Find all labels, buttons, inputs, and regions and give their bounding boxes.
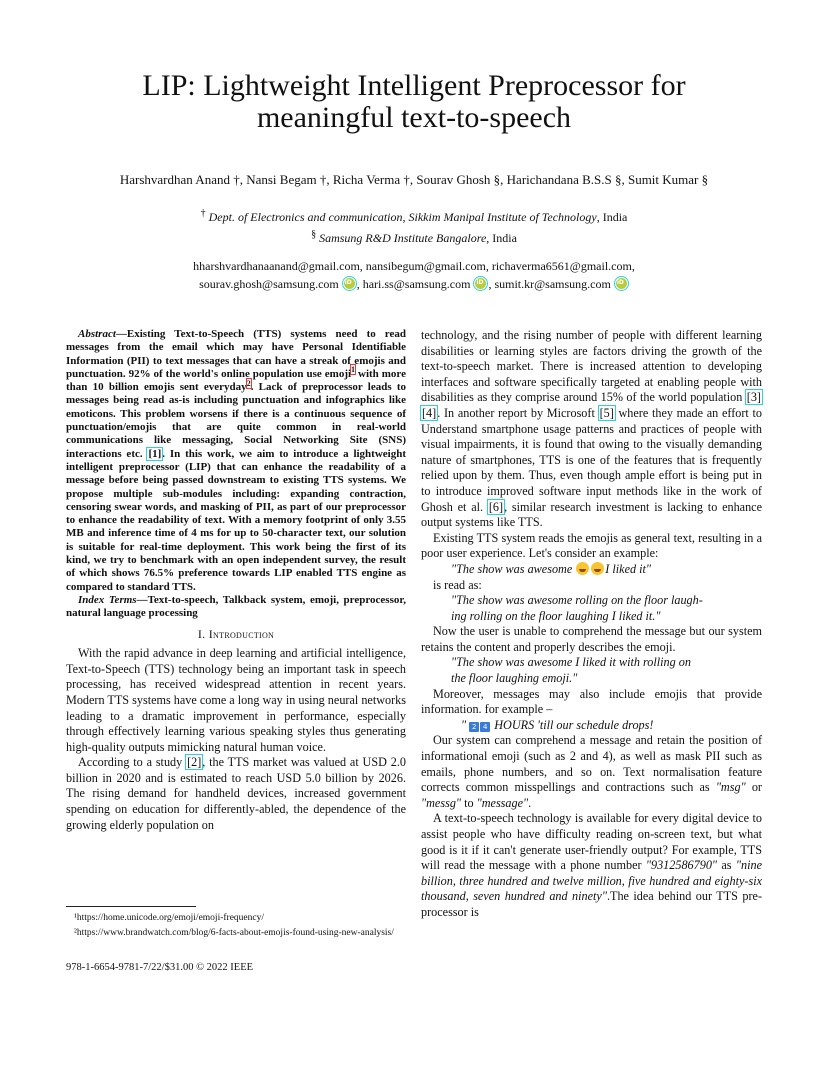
- orcid-icon[interactable]: [344, 278, 355, 289]
- comma: ,: [356, 277, 360, 291]
- abstract: [66, 328, 406, 594]
- citation-5[interactable]: [5]: [599, 405, 614, 420]
- keycap-2-icon: 2: [469, 722, 479, 732]
- citation-2[interactable]: [2]: [187, 755, 202, 770]
- example-messg: "messg": [421, 795, 462, 810]
- affiliation-2: [60, 226, 768, 247]
- quote-3-line-1: "The show was awesome I liked it with rolling on: [451, 655, 691, 670]
- index-terms-text: —Text-to-speech, Talkback system, emoji, preprocessor, natural language processing: [66, 593, 406, 620]
- example-phone-words: "nine billion, three hundred and twelve million, five hundred and eighty-six thousand, seven hundred and ninety": [421, 858, 762, 904]
- example-phone-number: "9312586790": [645, 858, 718, 873]
- email-block: [60, 257, 768, 293]
- right-paragraph-5: [421, 733, 762, 811]
- period: .: [528, 795, 532, 810]
- footnote-2[interactable]: ²https://www.brandwatch.com/blog/6-facts-about-emojis-found-using-new-analysis/: [74, 928, 394, 938]
- right-paragraph-4: Moreover, messages may also include emojis that provide information. for example –: [421, 686, 762, 717]
- emails-line-2: [60, 275, 768, 293]
- example-message: "message": [476, 795, 529, 810]
- intro-paragraph-2: [66, 755, 406, 833]
- author-list: Harshvardhan Anand †, Nansi Begam †, Richa Verma †, Sourav Ghosh §, Harichandana B.S.S §, Sumit Kumar §: [119, 172, 709, 187]
- example-quote-2: [421, 593, 762, 624]
- comma: ,: [488, 277, 492, 291]
- footnote-ref-2[interactable]: 2: [246, 378, 251, 388]
- example-quote-4: [421, 718, 762, 734]
- abstract-text-3: . Lack of preprocessor leads to messages being read as-is including punctuation and infographics like emoticons. This problem worsens if there is a continuous sequence of punctuation/emojis that are quite common in real-world communications like messaging, Social Networking Site (SNS) interactions etc.: [66, 381, 406, 460]
- example-msg: "msg": [715, 780, 746, 795]
- quote-2-line-1: "The show was awesome rolling on the floor laugh-: [451, 593, 703, 608]
- right-p5-text: Our system can comprehend a message and retain the position of informational emoji (such as 2 and 4), as well as mask PII such as emails, phone numbers, and so on. Text normalisation feature corrects common misspellings and contractions such as: [421, 733, 762, 795]
- example-quote-1: [421, 562, 762, 578]
- quote-4-open: ": [461, 717, 470, 732]
- intro-p2-text-b: , the TTS market was valued at USD 2.0 billion in 2020 and is estimated to reach USD 5.0 billion by 2026. The rising demand for handheld devices, increased government spending on education for differently-abled, the dependence of the growing elderly population on: [66, 755, 406, 832]
- email-sumit[interactable]: sumit.kr@samsung.com: [494, 277, 611, 291]
- email-sourav[interactable]: sourav.ghosh@samsung.com: [199, 277, 339, 291]
- intro-p2-text-a: According to a study: [78, 755, 187, 770]
- word-to: to: [461, 795, 477, 810]
- quote-1-text-a: "The show was awesome: [451, 561, 576, 576]
- right-paragraph-2: Existing TTS system reads the emojis as general text, resulting in a poor user experience. Let's consider an example:: [421, 530, 762, 561]
- abstract-text-1: —Existing Text-to-Speech (TTS) systems need to read messages from the email which may have Personal Identifiable Information (PII) to text messages that can have a streak of emojis and punctuation. 92% of the world's online population use emoji: [66, 328, 406, 380]
- right-column: [421, 328, 762, 921]
- index-terms-label: Index Terms: [78, 593, 137, 606]
- right-p1-text-d: , similar research investment is lacking to enhance output systems like TTS.: [421, 499, 763, 530]
- footnotes: [66, 912, 406, 942]
- copyright-notice: 978-1-6654-9781-7/22/$31.00 © 2022 IEEE: [66, 962, 254, 973]
- paper-title: [60, 70, 768, 134]
- abstract-text-4: . In this work, we aim to introduce a lightweight intelligent preprocessor (LIP) that can enhance the readability of a message before being passed downstream to existing TTS systems. We propose multiple sub-modules including: expanding contraction, censoring swear words, and masking of PII, as part of our preprocessor to enhance the readability of text. With a memory footprint of only 3.55 MB and inference time of 4 ms for up to 50-character text, our solution is suitable for real-time deployment. This work being the first of its kind, we try to benchmark with an open independent survey, the result of which shows 76.5% preference towards LIP enabled TTS engine as compared to standard TTS.: [66, 447, 407, 593]
- orcid-icon[interactable]: [475, 278, 486, 289]
- affiliation-1-country: , India: [596, 210, 628, 224]
- footnote-rule: [66, 906, 196, 907]
- example-quote-3: [421, 655, 762, 686]
- quote-3-line-2: the floor laughing emoji.": [451, 671, 578, 686]
- right-p6-text-a: A text-to-speech technology is available for every digital device to assist people who have difficulty reading on-screen text, but what good is it if it can't generate user-friendly output? For example, TTS will read the message with a phone number: [421, 811, 762, 873]
- abstract-label: Abstract: [78, 328, 116, 340]
- affiliation-2-org: Samsung R&D Institute Bangalore: [319, 231, 487, 245]
- section-number: I.: [197, 626, 209, 641]
- affiliation-1: [60, 205, 768, 226]
- rolling-laughing-emoji-icon: [576, 562, 589, 575]
- citation-4[interactable]: [4]: [422, 405, 437, 420]
- section-mark: §: [311, 229, 317, 240]
- affiliation-2-country: , India: [486, 231, 517, 245]
- keycap-4-icon: 4: [480, 722, 490, 732]
- citation-3[interactable]: [3]: [746, 390, 761, 405]
- affiliation-1-dept: Dept. of Electronics and communication, Sikkim Manipal Institute of Technology: [208, 210, 597, 224]
- right-p1-text-c: where they made an effort to Understand smartphone usage patterns and practices of people with visual impairments, it is found that owing to the visually demanding nature of smartphones, TTS is one of the features that is frequently relied upon by them. Thus, even though ample effort is being put in to introduce improved software input methods like in the work of Ghosh et al.: [421, 405, 762, 514]
- orcid-icon[interactable]: [616, 278, 627, 289]
- right-paragraph-3: Now the user is unable to comprehend the message but our system retains the content and properly describes the emoji.: [421, 624, 762, 654]
- rolling-laughing-emoji-icon: [591, 562, 604, 575]
- right-p6-text-b: .The idea behind our TTS pre-processor is: [421, 889, 763, 919]
- quote-1-text-b: I liked it": [605, 561, 652, 576]
- section-title: Introduction: [208, 626, 275, 641]
- title-line-2: meaningful text-to-speech: [256, 101, 572, 134]
- right-p1-text-a: technology, and the rising number of people with different learning disabilities or learning styles are factors driving the growth of the text-to-speech market. There is increased attention to developing interfaces and software specifically targeted at enabling people with disabilities as they comprise around 15% of the world population: [421, 328, 762, 405]
- intro-paragraph-1: With the rapid advance in deep learning and artificial intelligence, Text-to-Speech (TTS) technology being an important task in speech processing, has received widespread attention in recent years. Modern TTS systems have come a long way in using neural networks leading to a dramatic improvement in performance, especially through effectively learning various speaking styles thus generating high-quality outputs mimicking natural human voice.: [66, 646, 406, 754]
- right-paragraph-1: [421, 328, 762, 531]
- citation-1[interactable]: [1]: [148, 447, 162, 460]
- right-paragraph-6: [421, 811, 762, 920]
- section-heading-introduction: [66, 627, 406, 643]
- affiliations: [60, 205, 768, 247]
- word-as: as: [717, 858, 736, 873]
- email-hari[interactable]: hari.ss@samsung.com: [362, 277, 471, 291]
- index-terms: [66, 594, 406, 621]
- citation-6[interactable]: [6]: [488, 499, 504, 514]
- title-line-1: LIP: Lightweight Intelligent Preprocessor for: [142, 69, 686, 102]
- emails-line-1: hharshvardhanaanand@gmail.com, nansibegum@gmail.com, richaverma6561@gmail.com,: [193, 259, 635, 273]
- quote-2-line-2: ing rolling on the floor laughing I liked it.": [451, 608, 661, 623]
- is-read-as: is read as:: [433, 577, 482, 592]
- abstract-text-2: with more than 10 billion emojis sent everyday: [66, 367, 406, 394]
- left-column: [66, 328, 406, 833]
- quote-4-text: HOURS 'till our schedule drops!: [491, 717, 654, 732]
- footnote-ref-1[interactable]: 1: [351, 365, 356, 375]
- footnote-1[interactable]: ¹https://home.unicode.org/emoji/emoji-frequency/: [74, 913, 264, 923]
- right-p1-text-b: . In another report by Microsoft: [437, 405, 599, 420]
- dagger-mark: †: [200, 208, 206, 219]
- word-or: or: [745, 780, 762, 795]
